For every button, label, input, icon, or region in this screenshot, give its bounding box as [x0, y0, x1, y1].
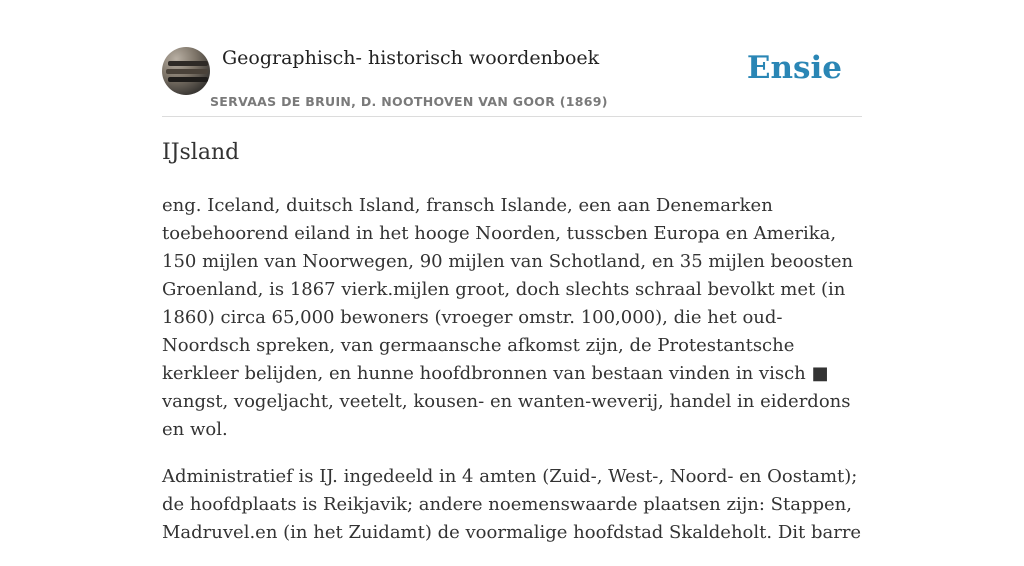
- book-spine-decoration: [168, 61, 208, 66]
- entry-paragraph: Administratief is IJ. ingedeeld in 4 amten (Zuid-, West-, Noord- en Oostamt); de hoofdplaats is Reikjavik; andere noemenswaarde plaatsen zijn: Stappen, Madruvel.en (in het Zuidamt) de voormalige hoofdstad Skaldeholt. Dit barre: [162, 466, 862, 543]
- book-title[interactable]: Geographisch- historisch woordenboek: [222, 47, 600, 69]
- book-spine-decoration: [168, 77, 208, 82]
- book-header: [162, 46, 862, 117]
- entry-paragraph: eng. Iceland, duitsch Island, fransch Islande, een aan Denemarken toebehoorend eiland in het hooge Noorden, tusscben Europa en Amerika, 150 mijlen van Noorwegen, 90 mijlen van Schotland, en 35 mijlen beoosten Groenland, is 1867 vierk.mijlen groot, doch slechts schraal bevolkt met (in 1860) circa 65,000 bewoners (vroeger omstr. 100,000), die het oud-Noordsch spreken, van germaansche afkomst zijn, de Protestantsche kerkleer belijden, en hunne hoofdbronnen van bestaan vinden in visch ■ vangst, vogeljacht, veetelt, kousen- en wanten-weverij, handel in eiderdons en wol.: [162, 195, 854, 440]
- book-spine-decoration: [166, 69, 208, 74]
- entry-title: IJsland: [162, 140, 240, 165]
- entry-content: [162, 192, 862, 566]
- ensie-logo-link[interactable]: Ensie: [746, 50, 842, 86]
- book-author: SERVAAS DE BRUIN, D. NOOTHOVEN VAN GOOR (1869): [210, 94, 608, 109]
- book-cover-thumbnail-icon[interactable]: [162, 47, 210, 95]
